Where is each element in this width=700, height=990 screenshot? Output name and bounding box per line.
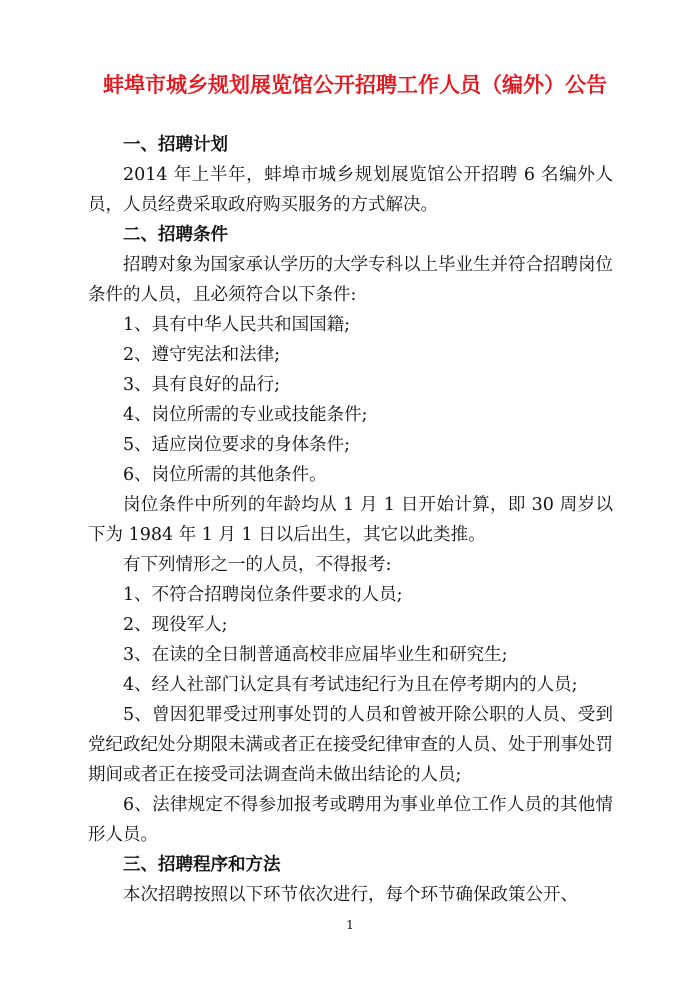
page-number: 1 [346, 918, 354, 932]
paragraph: 有下列情形之一的人员，不得报考: [123, 555, 392, 575]
section-recruitment-procedure [88, 850, 613, 910]
section-heading: 二、招聘条件 [123, 225, 228, 245]
condition-item: 3、具有良好的品行; [123, 375, 281, 395]
exclusion-item: 3、在读的全日制普通高校非应届毕业生和研究生; [123, 645, 508, 665]
paragraph: 2014 年上半年，蚌埠市城乡规划展览馆公开招聘 6 名编外人员，人员经费采取政府购买服务的方式解决。 [88, 165, 613, 215]
condition-item: 1、具有中华人民共和国国籍; [123, 315, 351, 335]
condition-item: 6、岗位所需的其他条件。 [123, 465, 327, 485]
exclusion-item: 1、不符合招聘岗位条件要求的人员; [123, 585, 403, 605]
document-body [88, 130, 613, 910]
section-heading: 一、招聘计划 [123, 135, 228, 155]
paragraph: 岗位条件中所列的年龄均从 1 月 1 日开始计算，即 30 周岁以下为 1984 年 1 月 1 日以后出生，其它以此类推。 [88, 495, 613, 545]
exclusion-item: 6、法律规定不得参加报考或聘用为事业单位工作人员的其他情形人员。 [88, 795, 613, 845]
exclusion-item: 5、曾因犯罪受过刑事处罚的人员和曾被开除公职的人员、受到党纪政纪处分期限未满或者正在接受纪律审查的人员、处于刑事处罚期间或者正在接受司法调查尚未做出结论的人员; [88, 705, 613, 785]
exclusion-item: 4、经人社部门认定具有考试违纪行为且在停考期内的人员; [123, 675, 578, 695]
condition-item: 4、岗位所需的专业或技能条件; [123, 405, 368, 425]
exclusion-item: 2、现役军人; [123, 615, 228, 635]
paragraph: 招聘对象为国家承认学历的大学专科以上毕业生并符合招聘岗位条件的人员，且必须符合以下条件: [88, 255, 613, 305]
condition-item: 5、适应岗位要求的身体条件; [123, 435, 351, 455]
document-title: 蚌埠市城乡规划展览馆公开招聘工作人员（编外）公告 [103, 73, 607, 97]
section-heading: 三、招聘程序和方法 [123, 855, 281, 875]
section-recruitment-plan [88, 130, 613, 220]
paragraph: 本次招聘按照以下环节依次进行，每个环节确保政策公开、 [123, 885, 578, 905]
section-recruitment-conditions [88, 220, 613, 850]
condition-item: 2、遵守宪法和法律; [123, 345, 281, 365]
